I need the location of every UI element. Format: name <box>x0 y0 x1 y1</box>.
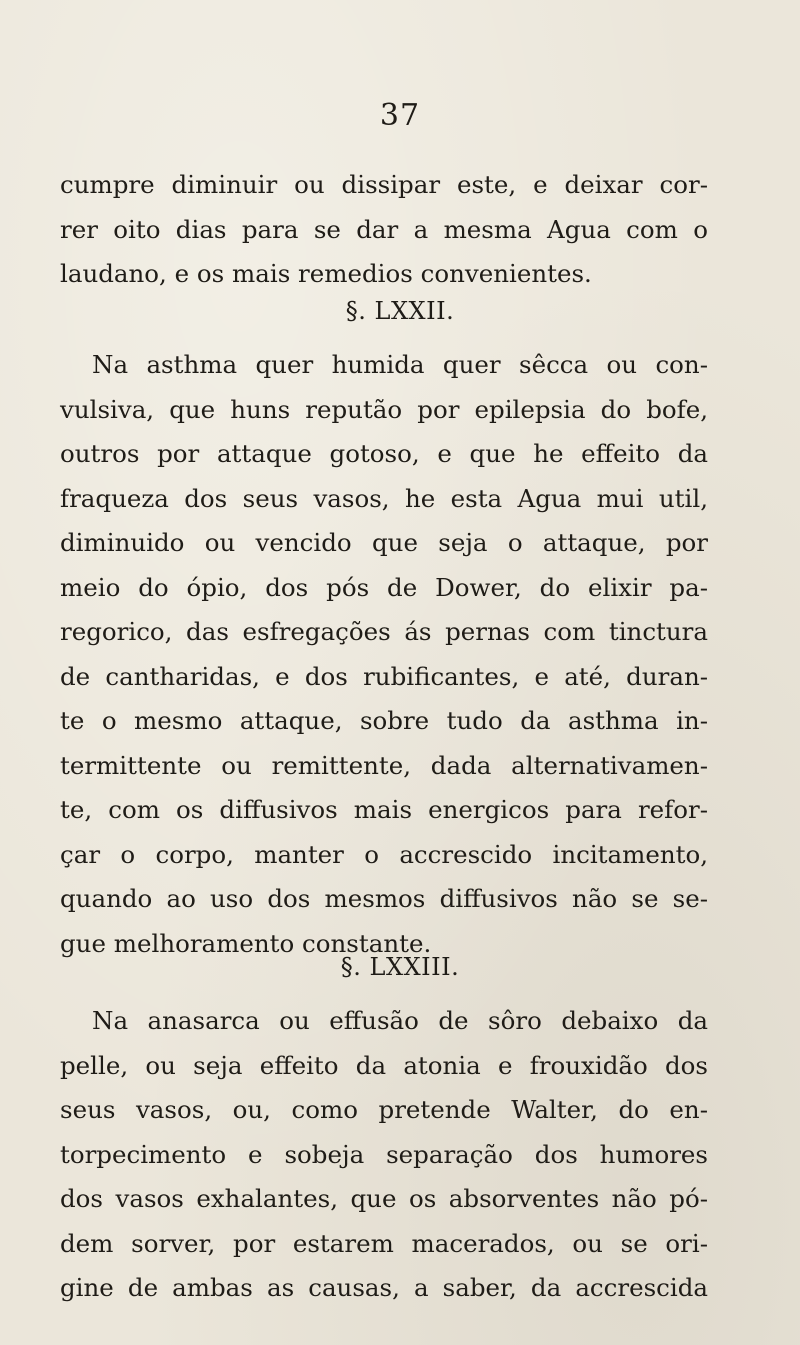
section-heading-lxxiii: §. LXXIII. <box>340 953 460 981</box>
text-line: meio do ópio, dos pós de Dower, do elixir pa- <box>60 572 708 602</box>
text-line: fraqueza dos seus vasos, he esta Agua mui util, <box>60 483 708 513</box>
text-line: cumpre diminuir ou dissipar este, e deixar cor- <box>60 170 708 199</box>
text-line: laudano, e os mais remedios convenientes. <box>60 259 592 288</box>
text-line: te, com os diffusivos mais energicos para refor- <box>60 795 708 824</box>
text-line: dos vasos exhalantes, que os absorventes não pó- <box>60 1184 708 1213</box>
page-number: 37 <box>379 98 421 133</box>
text-line: seus vasos, ou, como pretende Walter, do en- <box>60 1095 708 1124</box>
text-line: pelle, ou seja effeito da atonia e frouxidão dos <box>60 1050 708 1080</box>
text-line: torpecimento e sobeja separação dos humores <box>60 1139 708 1169</box>
text-line: gue melhoramento constante. <box>60 928 432 958</box>
text-line: regorico, das esfregações ás pernas com tinctura <box>60 617 708 646</box>
section-heading-lxxii: §. LXXII. <box>345 297 455 325</box>
text-line: çar o corpo, manter o accrescido incitamento, <box>60 839 708 869</box>
text-line: gine de ambas as causas, a saber, da accrescida <box>60 1273 708 1302</box>
text-line: vulsiva, que huns reputão por epilepsia do bofe, <box>60 394 708 424</box>
text-line: quando ao uso dos mesmos diffusivos não se se- <box>60 884 708 913</box>
text-line: outros por attaque gotoso, e que he effeito da <box>60 439 708 468</box>
text-line: diminuido ou vencido que seja o attaque, por <box>60 528 708 557</box>
paragraph-asthma <box>60 343 708 966</box>
text-line: dem sorver, por estarem macerados, ou se ori- <box>60 1228 708 1258</box>
text-line: Na asthma quer humida quer sêcca ou con- <box>92 350 708 379</box>
text-line: de cantharidas, e dos rubificantes, e até, duran- <box>60 661 708 691</box>
text-line: Na anasarca ou effusão de sôro debaixo da <box>92 1006 708 1035</box>
paragraph-anasarca <box>60 999 708 1311</box>
paragraph-continuation <box>60 163 708 297</box>
text-line: rer oito dias para se dar a mesma Agua com o <box>60 214 708 244</box>
text-line: termittente ou remittente, dada alternativamen- <box>60 750 708 780</box>
text-line: te o mesmo attaque, sobre tudo da asthma in- <box>60 706 708 735</box>
